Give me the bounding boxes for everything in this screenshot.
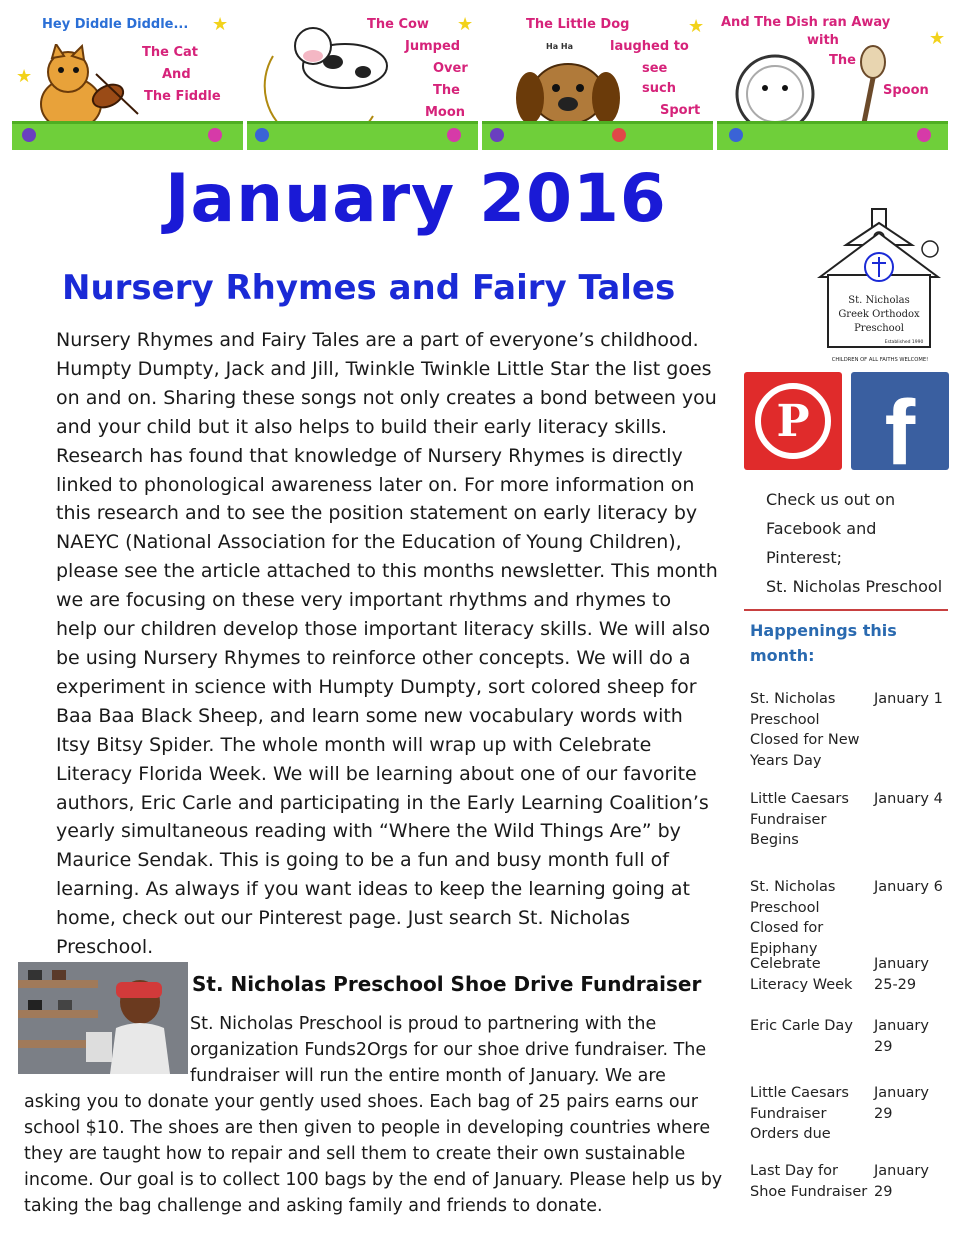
laugh-text: Ha Ha <box>546 42 573 51</box>
event-date: January 29 <box>874 1018 929 1055</box>
happenings-heading: Happenings this month: <box>750 621 897 665</box>
banner-text: The Cow <box>367 17 429 32</box>
article-body: Nursery Rhymes and Fairy Tales are a part of everyone’s childhood. Humpty Dumpty, Jack and Jill, Twinkle Twinkle Little Star the list goes on and on. Sharing these songs not only creates a bond between you and your child but it also helps to build their early literacy skills. Research has found that knowledge of Nursery Rhymes is directly linked to phonological awareness later on. For more information on this research and to see the position statement on early literacy by NAEYC (National Association for the Education of Young Children), please see the article attached to this months newsletter. This month we are focusing on these very important rhythms and rhymes to help our children develop those important literacy skills. We will also be using Nursery Rhymes to reinforce other concepts. We will do a experiment in science with Humpty Dumpty, sort colored sheep for Baa Baa Black Sheep, and learn some new vocabulary words with Itsy Bitsy Spider. The whole month will wrap up with Celebrate Literacy Florida Week. We will be learning about one of our favorite authors, Eric Carle and participating in the Early Learning Coalition’s yearly simultaneous reading with “Where the Wild Things Are” by Maurice Sendak. This is going to be a fun and busy month full of learning. As always if you want ideas to keep the learning going at home, check out our Pinterest page. Just search St. Nicholas Preschool. <box>56 329 718 959</box>
banner-text: And <box>162 67 191 82</box>
shoe-drive-text-continued: asking you to donate your gently used shoes. Each bag of 25 pairs earns our school $10. The shoes are then given to people in developing countries where they are taught how to repair and sell them to create their own sustainable income. Our goal is to collect 100 bags by the end of January. Please help us by taking the bag challenge and asking family and friends to donate. <box>24 1092 723 1216</box>
social-callout-line: Pinterest; <box>766 548 843 567</box>
newsletter-subtitle: Nursery Rhymes and Fairy Tales <box>62 268 676 308</box>
event-date: January 4 <box>874 791 943 807</box>
banner-text: Sport <box>660 103 701 118</box>
event-name: Little Caesars Fundraiser Begins <box>750 791 849 848</box>
flower-icon <box>612 128 626 142</box>
banner-text: The Cat <box>142 45 198 60</box>
event-name: St. Nicholas Preschool Closed for New Years Day <box>750 691 860 769</box>
facebook-icon[interactable] <box>851 372 949 484</box>
star-icon: ★ <box>929 28 946 49</box>
banner-text: The Little Dog <box>526 17 630 32</box>
flower-icon <box>490 128 504 142</box>
newsletter-title: January 2016 <box>165 160 667 237</box>
banner-text: such <box>642 81 676 96</box>
banner-panel-cow-moon <box>247 8 478 150</box>
banner-text: The <box>433 83 460 98</box>
event-name: Little Caesars Fundraiser Orders due <box>750 1085 849 1142</box>
banner-text: And The Dish ran Away <box>721 15 891 30</box>
flower-icon <box>22 128 36 142</box>
event-name: Celebrate Literacy Week <box>750 956 853 993</box>
shoe-drive-text: St. Nicholas Preschool is proud to partnering with the organization Funds2Orgs for our shoe drive fundraiser. The fundraiser will run the entire month of January. We are <box>190 1014 707 1086</box>
shoe-drive-photo <box>18 962 188 1074</box>
pinterest-glyph: P <box>755 383 831 459</box>
banner-text: laughed to <box>610 39 689 54</box>
logo-tagline: CHILDREN OF ALL FAITHS WELCOME! <box>831 357 929 363</box>
banner-text: see <box>642 61 668 76</box>
banner-text: Over <box>433 61 468 76</box>
nursery-rhyme-banner <box>12 8 948 150</box>
social-callout-line: Facebook and <box>766 519 877 538</box>
grass-strip <box>717 121 948 150</box>
shoe-drive-title: St. Nicholas Preschool Shoe Drive Fundraiser <box>192 972 702 996</box>
banner-text: Moon <box>425 105 466 120</box>
banner-text: Spoon <box>883 83 929 98</box>
pinterest-icon[interactable] <box>744 372 842 470</box>
social-callout-line: Check us out on <box>766 490 896 509</box>
star-icon: ★ <box>212 14 229 35</box>
banner-text: Hey Diddle Diddle... <box>42 17 189 32</box>
banner-text: with <box>807 33 839 48</box>
logo-name-line: St. Nicholas <box>848 295 910 306</box>
event-name: Eric Carle Day <box>750 1018 853 1034</box>
grass-strip <box>482 121 713 150</box>
banner-panel-dog <box>482 8 713 150</box>
star-icon: ★ <box>16 66 33 87</box>
star-icon: ★ <box>688 16 705 37</box>
logo-name-line: Greek Orthodox <box>838 309 920 320</box>
banner-panel-cat-fiddle <box>12 8 243 150</box>
flower-icon <box>208 128 222 142</box>
flower-icon <box>447 128 461 142</box>
social-callout-line: St. Nicholas Preschool <box>766 577 943 596</box>
banner-text: The <box>829 53 856 68</box>
logo-established: Established 1990 <box>884 340 924 345</box>
event-name: Last Day for Shoe Fundraiser <box>750 1163 868 1200</box>
flower-icon <box>255 128 269 142</box>
event-date: January 29 <box>874 1085 929 1122</box>
star-icon: ★ <box>457 14 474 35</box>
flower-icon <box>917 128 931 142</box>
facebook-glyph: f <box>884 381 916 484</box>
flower-icon <box>729 128 743 142</box>
logo-name-line: Preschool <box>854 323 904 334</box>
event-date: January 29 <box>874 1163 929 1200</box>
event-name: St. Nicholas Preschool Closed for Epiphany <box>750 879 836 957</box>
sidebar-divider <box>744 609 948 611</box>
cow-moon-illustration <box>253 16 423 136</box>
banner-text: Jumped <box>405 39 461 54</box>
event-date: January 1 <box>874 691 943 707</box>
social-callout <box>766 485 942 601</box>
grass-strip <box>247 121 478 150</box>
banner-text: The Fiddle <box>144 89 221 104</box>
event-date: January 25-29 <box>874 956 929 993</box>
event-date: January 6 <box>874 879 943 895</box>
banner-panel-dish-spoon <box>717 8 948 150</box>
preschool-logo <box>812 205 948 365</box>
